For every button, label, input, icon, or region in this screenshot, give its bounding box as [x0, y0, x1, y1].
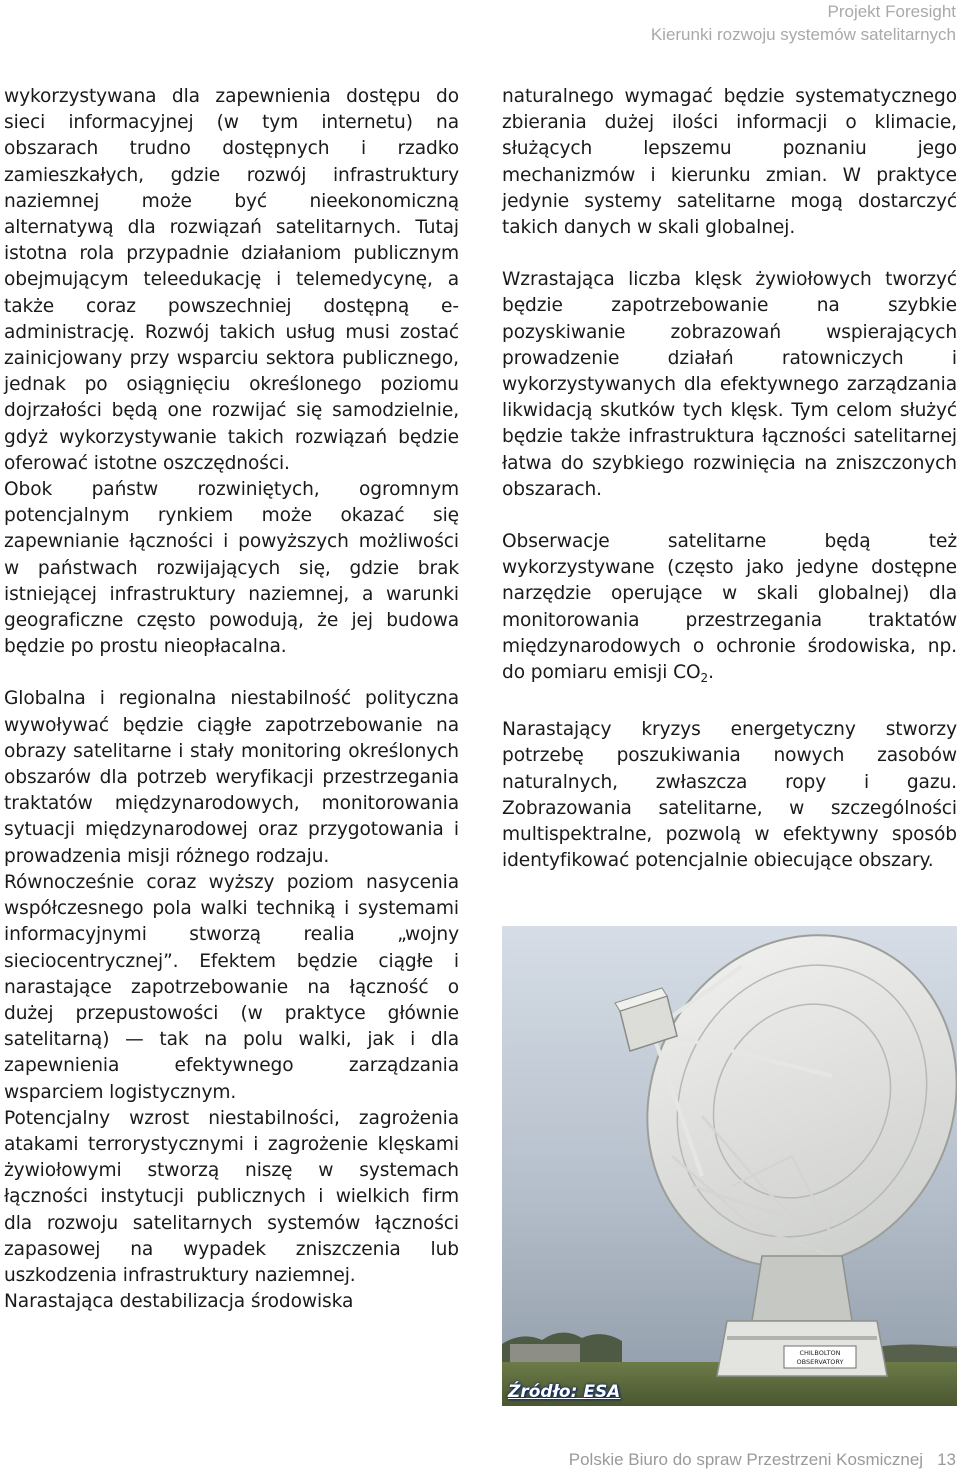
header-subtitle: Kierunki rozwoju systemów satelitarnych — [650, 25, 956, 44]
paragraph: Obok państw rozwiniętych, ogromnym potencjalnym rynkiem może okazać się zapewnianie łączności i powyższych możliwości w państwach rozwijających się, gdzie brak istniejącej infrastruktury naziemnej, a warunki geograficzne często powodują, że jej budowa będzie po prostu nieopłacalna. — [4, 479, 459, 658]
header-title: Projekt Foresight — [827, 2, 956, 21]
photo-credit: Źródło: ESA — [508, 1382, 621, 1402]
paragraph: Globalna i regionalna niestabilność polityczna wywoływać będzie ciągłe zapotrzebowanie na obrazy satelitarne i stały monitoring określonych obszarów dla potrzeb weryfikacji przestrzegania traktatów międzynarodowych, monitorowania sytuacji międzynarodowej oraz przygotowania i prowadzenia misji różnego rodzaju. — [4, 688, 459, 867]
antenna-photo — [502, 926, 957, 1406]
paragraph: Narastający kryzys energetyczny stworzy potrzebę poszukiwania nowych zasobów naturalnych, zwłaszcza ropy i gazu. Zobrazowania satelitarne, w szczególności multispektralne, pozwolą w efektywny sposób identyfikować potencjalnie obiecujące obszary. — [502, 719, 957, 872]
paragraph-text: Obserwacje satelitarne będą też wykorzystywane (często jako jedyne dostępne narzędzie operujące w skali globalnej) dla monitorowania przestrzegania traktatów międzynarodowych o ochronie środowiska, np. do pomiaru emisji CO — [502, 531, 957, 684]
paragraph: naturalnego wymagać będzie systematycznego zbierania dużej ilości informacji o klimacie, służących lepszemu poznaniu jego mechanizmów i kierunku zmian. W praktyce jedynie systemy satelitarne mogą dostarczyć takich danych w skali globalnej. — [502, 86, 957, 239]
footer-text: Polskie Biuro do spraw Przestrzeni Kosmicznej — [568, 1450, 924, 1469]
running-header — [651, 0, 956, 46]
subscript: 2 — [700, 671, 709, 686]
left-text-column — [4, 84, 459, 1315]
paragraph: Równocześnie coraz wyższy poziom nasycenia współczesnego pola walki techniką i systemami informacyjnymi stworzą realia „wojny sieciocentrycznej”. Efektem będzie ciągłe i narastające zapotrzebowanie na łączność o dużej przepustowości (w praktyce głównie satelitarną) — tak na polu walki, jak i dla zapewnienia efektywnego zarządzania wsparciem logistycznym. — [4, 871, 459, 1103]
paragraph-end: . — [708, 662, 714, 684]
paragraph: wykorzystywana dla zapewnienia dostępu do sieci informacyjnej (w tym internetu) na obszarach trudno dostępnych i rzadko zamieszkałych, gdzie rozwój infrastruktury naziemnej może być nieekonomiczną alternatywą dla rozwiązań satelitarnych. Tutaj istotna rola przypadnie działaniom publicznym obejmującym teleedukację i telemedycynę, a także coraz powszechniej dostępną e-administrację. Rozwój takich usług musi zostać zainicjowany przy wsparciu sektora publicznego, jednak po osiągnięciu określonego poziomu dojrzałości będą one rozwijać się samodzielnie, gdyż wykorzystywanie takich rozwiązań będzie oferować istotne oszczędności. — [4, 86, 459, 474]
paragraph: Narastająca destabilizacja środowiska — [4, 1291, 354, 1313]
paragraph — [502, 529, 957, 691]
paragraph: Wzrastająca liczba klęsk żywiołowych tworzyć będzie zapotrzebowanie na szybkie pozyskiwanie zobrazowań wspierających prowadzenie działań ratowniczych i wykorzystywanych dla efektywnego zarządzania likwidacją skutków tych klęsk. Tym celom służyć będzie także infrastruktura łączności satelitarnej łatwa do szybkiego rozwinięcia na zniszczonych obszarach. — [502, 269, 957, 500]
page-footer — [569, 1450, 956, 1470]
right-text-column — [502, 84, 957, 874]
paragraph: Potencjalny wzrost niestabilności, zagrożenia atakami terrorystycznymi i zagrożenie klęskami żywiołowymi stworzą niszę w systemach łączności instytucji publicznych i wielkich firm dla rozwoju satelitarnych systemów łączności zapasowej na wypadek zniszczenia lub uszkodzenia infrastruktury naziemnej. — [4, 1107, 459, 1286]
sign-line-1: CHILBOLTON — [799, 1349, 841, 1357]
page-number: 13 — [937, 1450, 956, 1469]
sign-line-2: OBSERVATORY — [796, 1358, 844, 1366]
